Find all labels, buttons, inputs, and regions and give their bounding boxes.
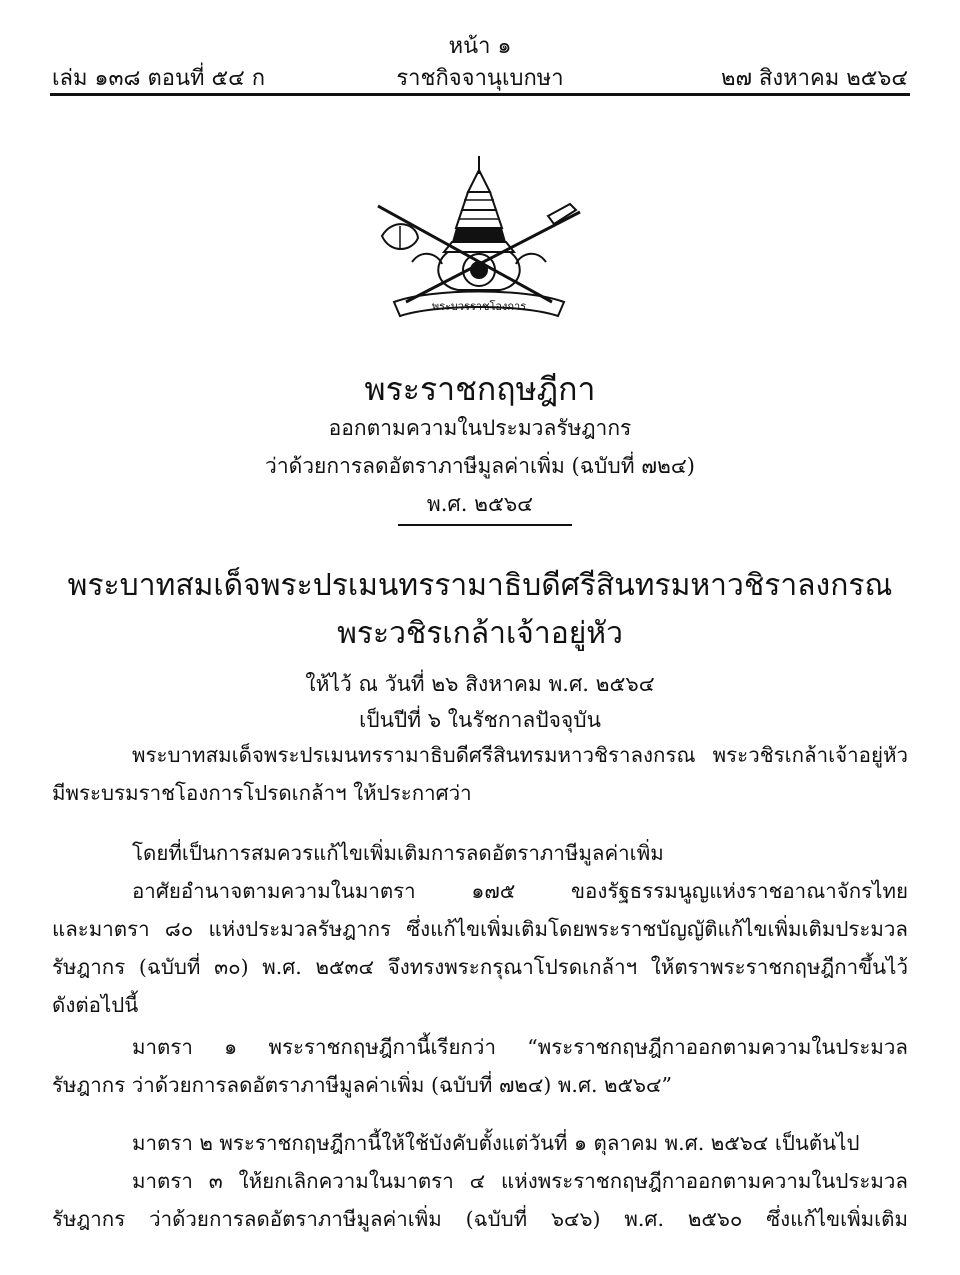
text-line: ดังต่อไปนี้: [52, 993, 139, 1017]
gazette-header: [52, 60, 908, 92]
header-divider: [50, 93, 910, 96]
text-line: มาตรา ๒ พระราชกฤษฎีกานี้ให้ใช้บังคับตั้งแต่วันที่ ๑ ตุลาคม พ.ศ. ๒๕๖๔ เป็นต้นไป: [132, 1131, 860, 1155]
king-name-line1: พระบาทสมเด็จพระปรเมนทรรามาธิบดีศรีสินทรมหาวชิราลงกรณ: [67, 568, 893, 603]
publication-date: ๒๗ สิงหาคม ๒๕๖๔: [720, 66, 908, 91]
decree-subject: ว่าด้วยการลดอัตราภาษีมูลค่าเพิ่ม (ฉบับที่ ๗๒๔): [265, 454, 695, 478]
text-line: และมาตรา ๘๐ แห่งประมวลรัษฎากร ซึ่งแก้ไขเพิ่มเติมโดยพระราชบัญญัติแก้ไขเพิ่มเติมประมวล: [52, 917, 908, 941]
text-line: รัษฎากร ว่าด้วยการลดอัตราภาษีมูลค่าเพิ่ม (ฉบับที่ ๖๔๖) พ.ศ. ๒๕๖๐ ซึ่งแก้ไขเพิ่มเติม: [52, 1207, 908, 1231]
text-line: อาศัยอำนาจตามความในมาตรา ๑๗๕ ของรัฐธรรมนูญแห่งราชอาณาจักรไทย: [132, 879, 908, 903]
volume-issue: เล่ม ๑๓๘ ตอนที่ ๕๔ ก: [52, 66, 266, 91]
text-line: โดยที่เป็นการสมควรแก้ไขเพิ่มเติมการลดอัตราภาษีมูลค่าเพิ่ม: [132, 841, 664, 865]
page-number: หน้า ๑: [448, 34, 512, 59]
given-date: ให้ไว้ ณ วันที่ ๒๖ สิงหาคม พ.ศ. ๒๕๖๔: [305, 672, 655, 696]
text-line: มาตรา ๑ พระราชกฤษฎีกานี้เรียกว่า “พระราชกฤษฎีกาออกตามความในประมวล: [132, 1035, 908, 1059]
section-1-paragraph: [52, 1028, 908, 1104]
emblem-ribbon-text: พระบวรราชโองการ: [431, 300, 527, 313]
text-line: รัษฎากร ว่าด้วยการลดอัตราภาษีมูลค่าเพิ่ม (ฉบับที่ ๗๒๔) พ.ศ. ๒๕๖๔”: [52, 1073, 673, 1097]
publication-name: ราชกิจจานุเบกษา: [396, 66, 564, 91]
decree-title: พระราชกฤษฎีกา: [364, 370, 596, 408]
section-3-paragraph: [52, 1162, 908, 1238]
text-line: มีพระบรมราชโองการโปรดเกล้าฯ ให้ประกาศว่า: [52, 781, 472, 805]
king-name-line2: พระวชิรเกล้าเจ้าอยู่หัว: [337, 616, 623, 651]
title-divider: [398, 524, 572, 526]
section-2-paragraph: [52, 1124, 908, 1162]
authority-paragraph: [52, 872, 908, 1024]
royal-seal-emblem: [372, 152, 586, 322]
text-line: รัษฎากร (ฉบับที่ ๓๐) พ.ศ. ๒๕๓๔ จึงทรงพระกรุณาโปรดเกล้าฯ ให้ตราพระราชกฤษฎีกาขึ้นไว้: [52, 955, 908, 979]
text-line: พระบาทสมเด็จพระปรเมนทรรามาธิบดีศรีสินทรมหาวชิราลงกรณ พระวชิรเกล้าเจ้าอยู่หัว: [132, 743, 908, 767]
preamble-paragraph: [52, 736, 908, 812]
reign-year: เป็นปีที่ ๖ ในรัชกาลปัจจุบัน: [359, 708, 601, 732]
decree-subtitle: ออกตามความในประมวลรัษฎากร: [328, 416, 632, 440]
decree-year: พ.ศ. ๒๕๖๔: [426, 492, 534, 516]
rationale-paragraph: [52, 834, 908, 872]
text-line: มาตรา ๓ ให้ยกเลิกความในมาตรา ๔ แห่งพระราชกฤษฎีกาออกตามความในประมวล: [132, 1169, 908, 1193]
